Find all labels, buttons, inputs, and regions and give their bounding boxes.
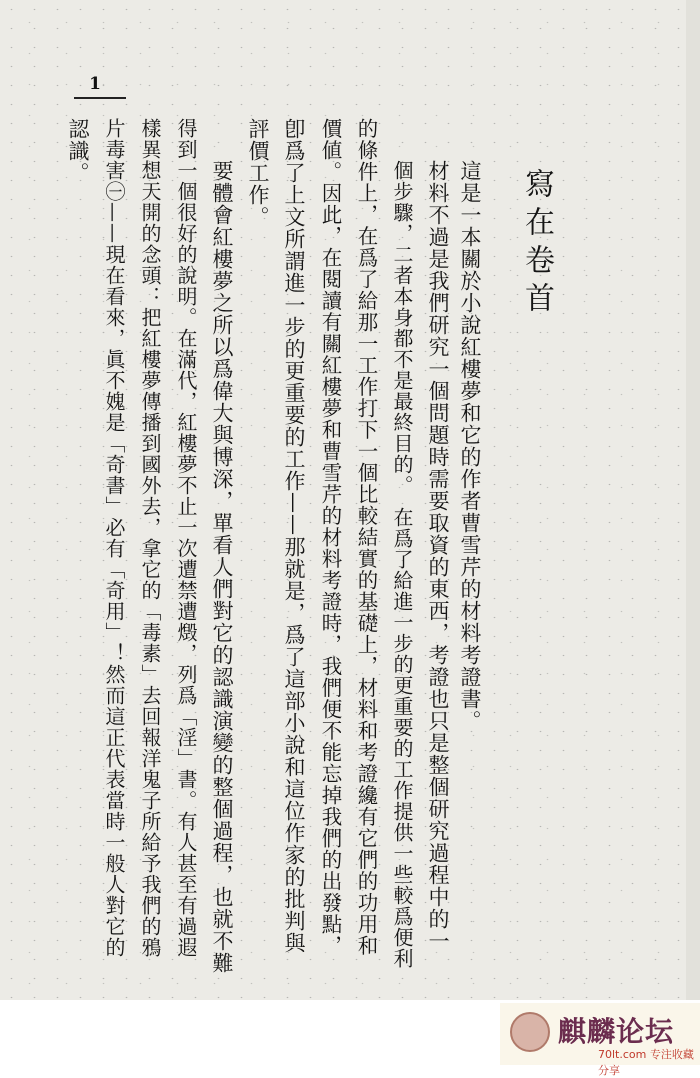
text-column-1: 這是一本關於小說紅樓夢和它的作者曹雪芹的材料考證書。 [458,160,482,732]
text-column-9: 得到一個很好的說明。在滿代，紅樓夢不止一次遭禁遭燬，列爲「淫」書。有人甚至有過遐 [174,118,198,958]
watermark-url-text: 70lt.com [598,1048,647,1061]
watermark-name: 麒麟论坛 [558,1015,675,1048]
text-column-2: 材料不過是我們研究一個問題時需要取資的東西，考證也只是整個研究過程中的一 [426,160,450,952]
text-column-12: 認識。 [66,118,90,184]
chapter-title: 寫在卷首 [519,168,554,320]
watermark-tagline: 专注收藏分享 [598,1048,694,1077]
dragon-logo-icon [510,1012,550,1052]
page-edge [686,0,700,1000]
page-number-rule [74,97,126,99]
text-column-8: 要體會紅樓夢之所以爲偉大與博深，單看人們對它的認識演變的整個過程，也就不難 [210,160,234,974]
text-column-4: 的條件上，在爲了給那一工作打下一個比較結實的基礎上，材料和考證纔有它們的功用和 [354,118,378,957]
text-column-10: 樣異想天開的念頭：把紅樓夢傳播到國外去，拿它的「毒素」去回報洋鬼子所給予我們的鴉 [138,118,162,958]
text-column-5: 價値。因此，在閱讀有關紅樓夢和曹雪芹的材料考證時，我們便不能忘掉我們的出發點， [318,118,342,957]
text-column-3: 個步驟，二者本身都不是最終目的。 在爲了給進一步的更重要的工作提供一些較爲便利 [390,160,414,969]
page-number: 1 [89,74,101,94]
text-column-6: 卽爲了上文所謂進一步的更重要的工作——那就是，爲了這部小說和這位作家的批判與 [282,118,306,954]
text-column-7: 評價工作。 [246,118,270,228]
text-column-11: 片毒害㊀——現在看來，眞不媿是「奇書」必有「奇用」！然而這正代表當時一般人對它的 [102,118,126,958]
watermark-url [598,1046,700,1078]
